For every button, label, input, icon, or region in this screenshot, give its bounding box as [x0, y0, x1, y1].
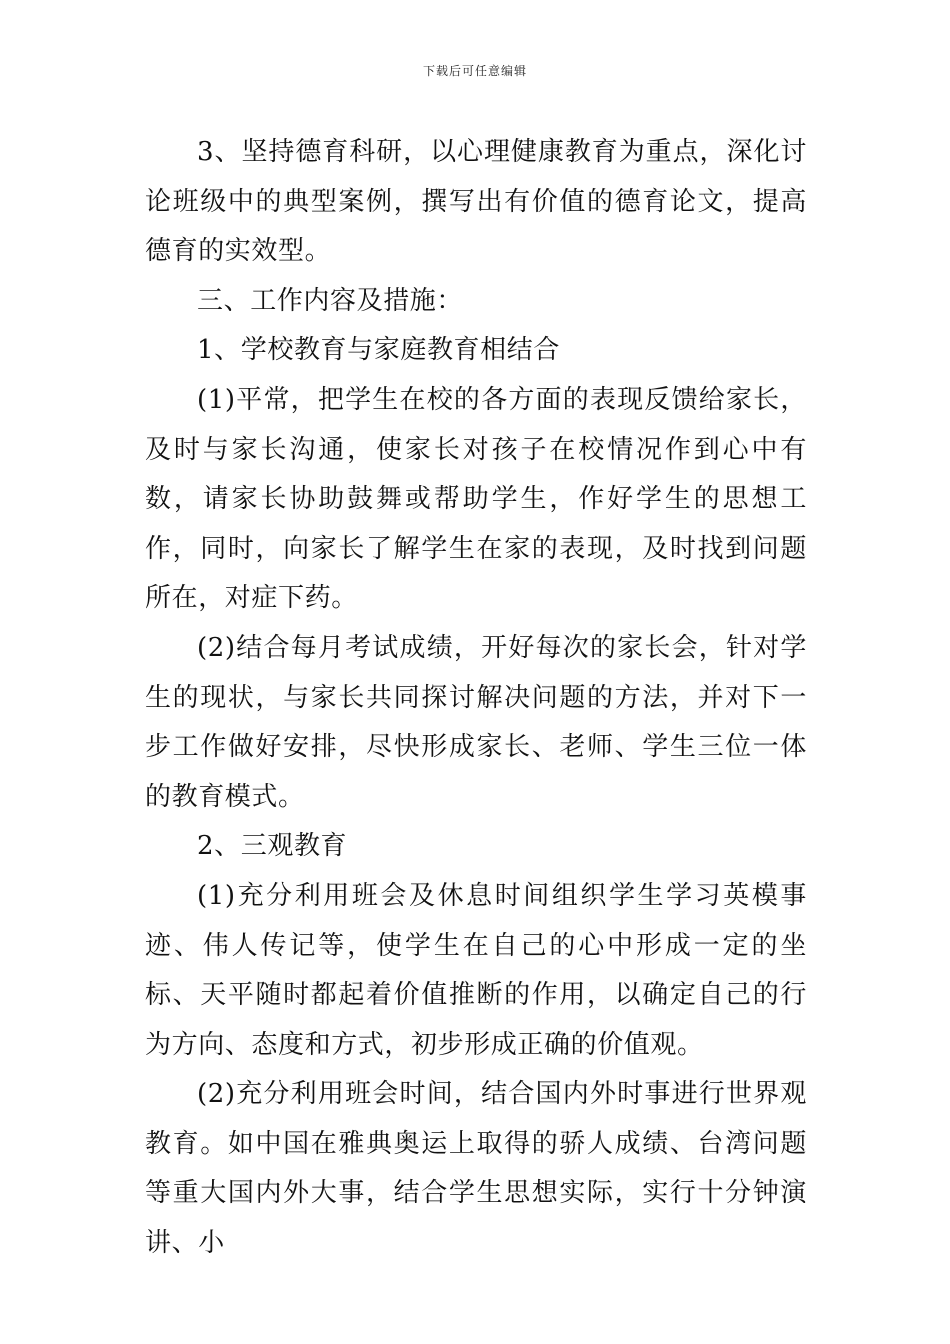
paragraph-goal-3: 3、坚持德育科研，以心理健康教育为重点，深化讨论班级中的典型案例，撰写出有价值的德育论文，提高德育的实效型。 [145, 137, 807, 267]
document-body [145, 128, 807, 1269]
paragraph-school-family-2: (2)结合每月考试成绩，开好每次的家长会，针对学生的现状，与家长共同探讨解决问题的方法，并对下一步工作做好安排，尽快形成家长、老师、学生三位一体的教育模式。 [145, 632, 807, 812]
subheading-school-family: 1、学校教育与家庭教育相结合 [197, 335, 560, 366]
subheading-three-views: 2、三观教育 [197, 831, 348, 862]
paragraph-three-views-1: (1)充分利用班会及休息时间组织学生学习英模事迹、伟人传记等，使学生在自己的心中形成一定的坐标、天平随时都起着价值推断的作用，以确定自己的行为方向、态度和方式，初步形成正确的价值观。 [145, 880, 807, 1060]
section-heading-work-content: 三、工作内容及措施： [197, 285, 464, 316]
page-header: 下载后可任意编辑 [422, 64, 527, 78]
paragraph-three-views-2: (2)充分利用班会时间，结合国内外时事进行世界观教育。如中国在雅典奥运上取得的骄人成绩、台湾问题等重大国内外大事，结合学生思想实际，实行十分钟演讲、小 [145, 1079, 807, 1259]
paragraph-school-family-1: (1)平常，把学生在校的各方面的表现反馈给家长，及时与家长沟通，使家长对孩子在校情况作到心中有数，请家长协助鼓舞或帮助学生，作好学生的思想工作，同时，向家长了解学生在家的表现，及时找到问题所在，对症下药。 [145, 384, 807, 614]
